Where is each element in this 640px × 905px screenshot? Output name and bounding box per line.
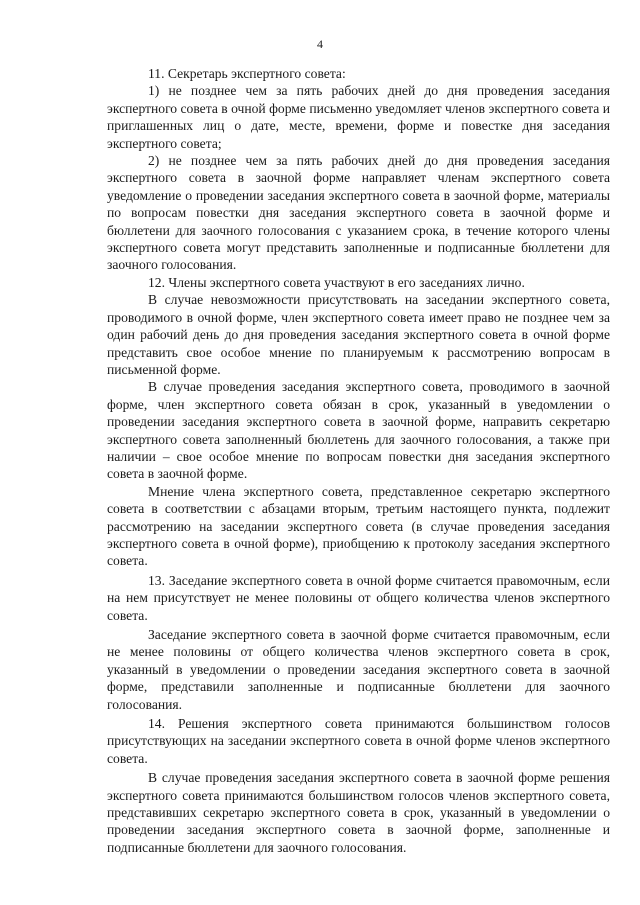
paragraph-12-absence: В случае невозможности присутствовать на заседании экспертного совета, проводимого в очной форме, член экспертного совета имеет право не позднее чем за один рабочий день до дня проведения заседания экспертного совета в очной форме представить свое особое мнение по планируемым к рассмотрению вопросам в письменной форме.: [107, 292, 610, 377]
paragraph-12-opinion: Мнение члена экспертного совета, представленное секретарю экспертного совета в соответствии с абзацами вторым, третьим настоящего пункта, подлежит рассмотрению на заседании экспертного совета (в случае проведения заседания экспертного совета в очной форме), приобщению к протоколу заседания экспертного совета.: [107, 483, 610, 569]
paragraph-12-remote-meeting: В случае проведения заседания экспертного совета, проводимого в заочной форме, член экспертного совета обязан в срок, указанный в уведомлении о проведении заседания экспертного совета в заочной форме, направить секретарю экспертного совета заполненный бюллетень для заочного голосования, а также при наличии – свое особое мнение по вопросам повестки дня заседания экспертного совета в заочной форме.: [107, 379, 610, 482]
paragraph-11-item-1: 1) не позднее чем за пять рабочих дней до дня проведения заседания экспертного совета в очной форме письменно уведомляет членов экспертного совета и приглашенных лиц о дате, месте, времени, форме и повестке дня заседания экспертного совета;: [107, 83, 611, 151]
paragraph-13: 13. Заседание экспертного совета в очной форме считается правомочным, если на нем присутствует не менее половины от общего количества членов экспертного совета.: [107, 572, 610, 623]
paragraph-11-heading: 11. Секретарь экспертного совета:: [148, 66, 346, 81]
document-body: [107, 65, 610, 856]
paragraph-14-remote-decisions: В случае проведения заседания экспертного совета в заочной форме решения экспертного совета принимаются большинством голосов членов экспертного совета, представивших секретарю экспертного совета в срок, указанный в уведомлении о проведении заседания экспертного совета в заочной форме, заполненные и подписанные бюллетени для заочного голосования.: [107, 770, 610, 855]
paragraph-14: 14. Решения экспертного совета принимаются большинством голосов присутствующих на заседании экспертного совета в очной форме членов экспертного совета.: [107, 716, 610, 766]
paragraph-11-item-2: 2) не позднее чем за пять рабочих дней до дня проведения заседания экспертного совета в заочной форме направляет членам экспертного совета уведомление о проведении заседания экспертного совета в заочной форме, материалы по вопросам повестки дня заседания экспертного совета в заочной форме и бюллетени для заочного голосования с указанием срока, в течение которого члены экспертного совета могут представить заполненные и подписанные бюллетени для заочного голосования.: [107, 153, 610, 273]
paragraph-12: 12. Члены экспертного совета участвуют в его заседаниях лично.: [148, 274, 525, 290]
paragraph-13-remote-quorum: Заседание экспертного совета в заочной форме считается правомочным, если не менее половины от общего количества членов экспертного совета в срок, указанный в уведомлении о проведении заседания экспертного совета в заочной форме, представили заполненные и подписанные бюллетени для заочного голосования.: [107, 627, 610, 712]
page-number: 4: [317, 37, 323, 51]
